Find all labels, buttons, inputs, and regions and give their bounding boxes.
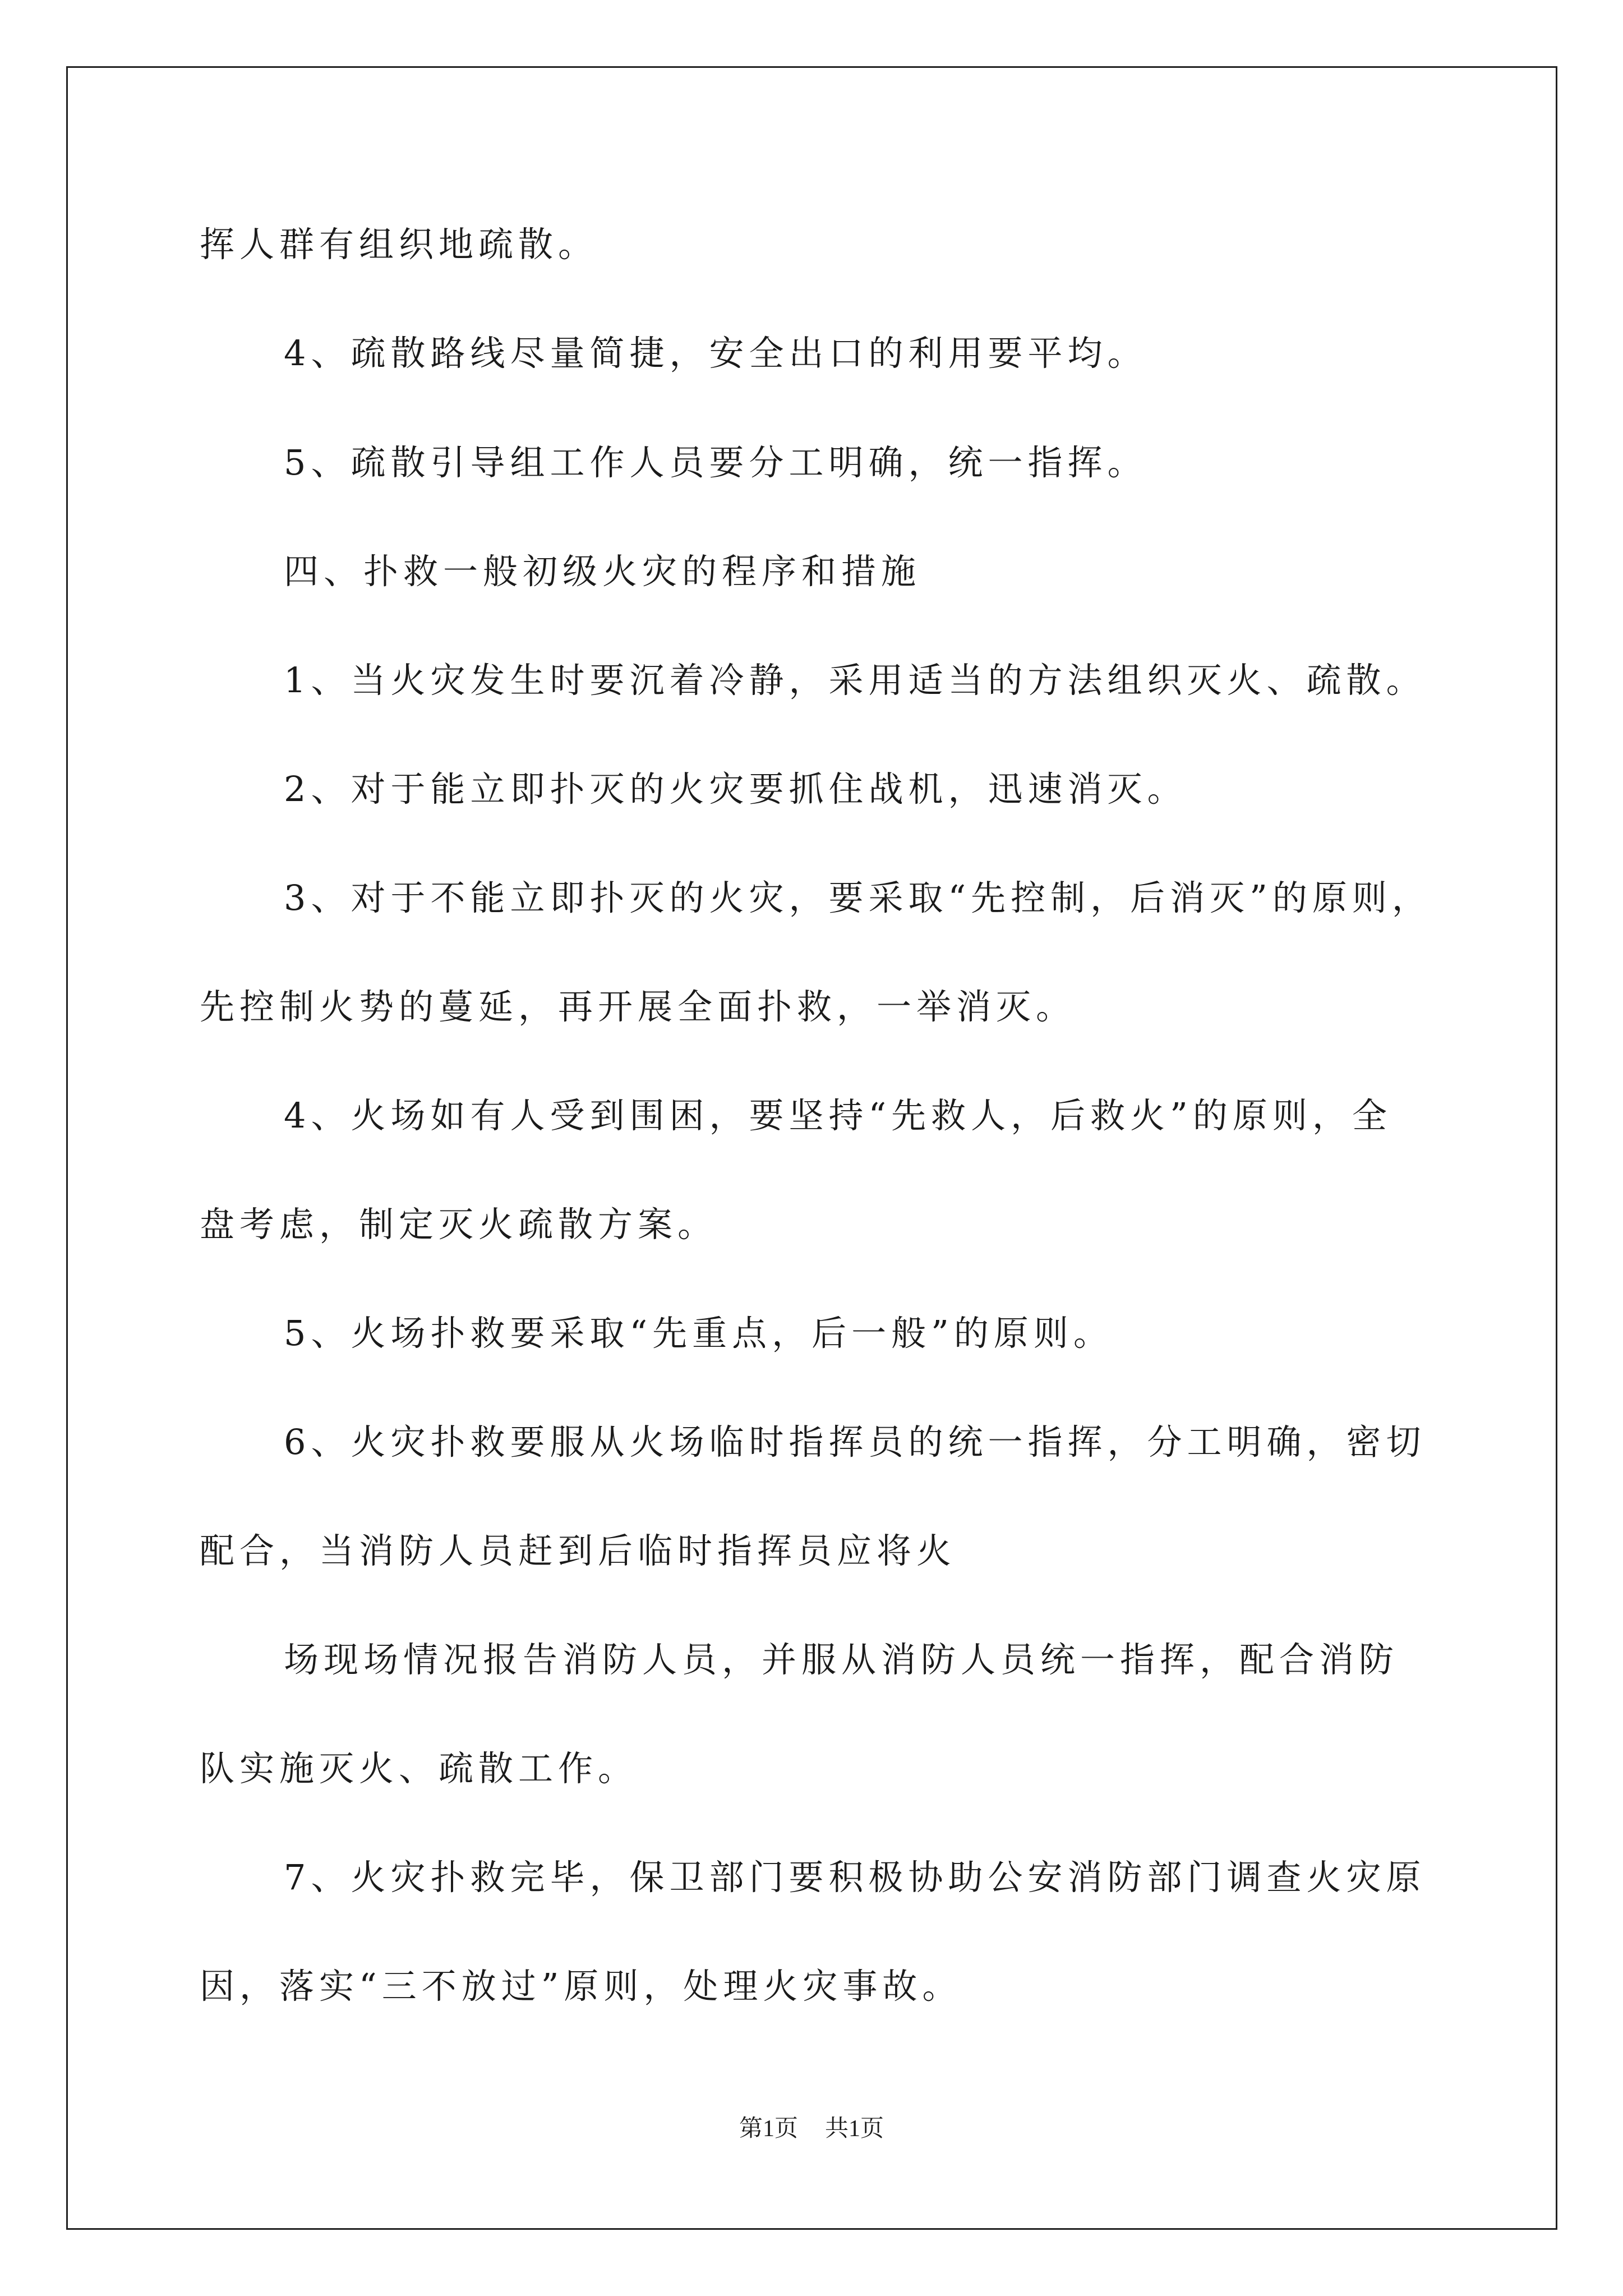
page-border bbox=[66, 66, 1557, 2230]
text-line: 1、当火灾发生时要沉着冷静，采用适当的方法组织灭火、疏散。 bbox=[284, 660, 1426, 701]
text-line: 因，落实“三不放过”原则，处理火灾事故。 bbox=[200, 1966, 962, 2007]
page-footer bbox=[0, 2115, 1623, 2143]
text-line: 配合，当消防人员赶到后临时指挥员应将火 bbox=[200, 1530, 957, 1571]
text-line: 7、火灾扑救完毕，保卫部门要积极协助公安消防部门调查火灾原 bbox=[284, 1857, 1426, 1898]
page-number: 第1页 bbox=[739, 2116, 798, 2142]
text-line: 场现场情况报告消防人员，并服从消防人员统一指挥，配合消防 bbox=[284, 1639, 1399, 1680]
text-line: 5、疏散引导组工作人员要分工明确，统一指挥。 bbox=[284, 442, 1147, 483]
text-line: 5、火场扑救要采取“先重点，后一般”的原则。 bbox=[284, 1313, 1113, 1354]
text-line: 3、对于不能立即扑灭的火灾，要采取“先控制，后消灭”的原则， bbox=[284, 877, 1432, 918]
text-line: 挥人群有组织地疏散。 bbox=[200, 224, 598, 265]
text-line: 盘考虑，制定灭火疏散方案。 bbox=[200, 1204, 718, 1245]
text-line: 6、火灾扑救要服从火场临时指挥员的统一指挥，分工明确，密切 bbox=[284, 1421, 1426, 1462]
text-line: 先控制火势的蔓延，再开展全面扑救，一举消灭。 bbox=[200, 986, 1076, 1027]
page-total: 共1页 bbox=[825, 2116, 884, 2142]
text-line: 4、疏散路线尽量简捷，安全出口的利用要平均。 bbox=[284, 333, 1147, 374]
section-heading: 四、扑救一般初级火灾的程序和措施 bbox=[284, 551, 921, 592]
text-line: 队实施灭火、疏散工作。 bbox=[200, 1748, 638, 1789]
text-line: 2、对于能立即扑灭的火灾要抓住战机，迅速消灭。 bbox=[284, 769, 1187, 809]
text-line: 4、火场如有人受到围困，要坚持“先救人，后救火”的原则，全 bbox=[284, 1095, 1392, 1136]
